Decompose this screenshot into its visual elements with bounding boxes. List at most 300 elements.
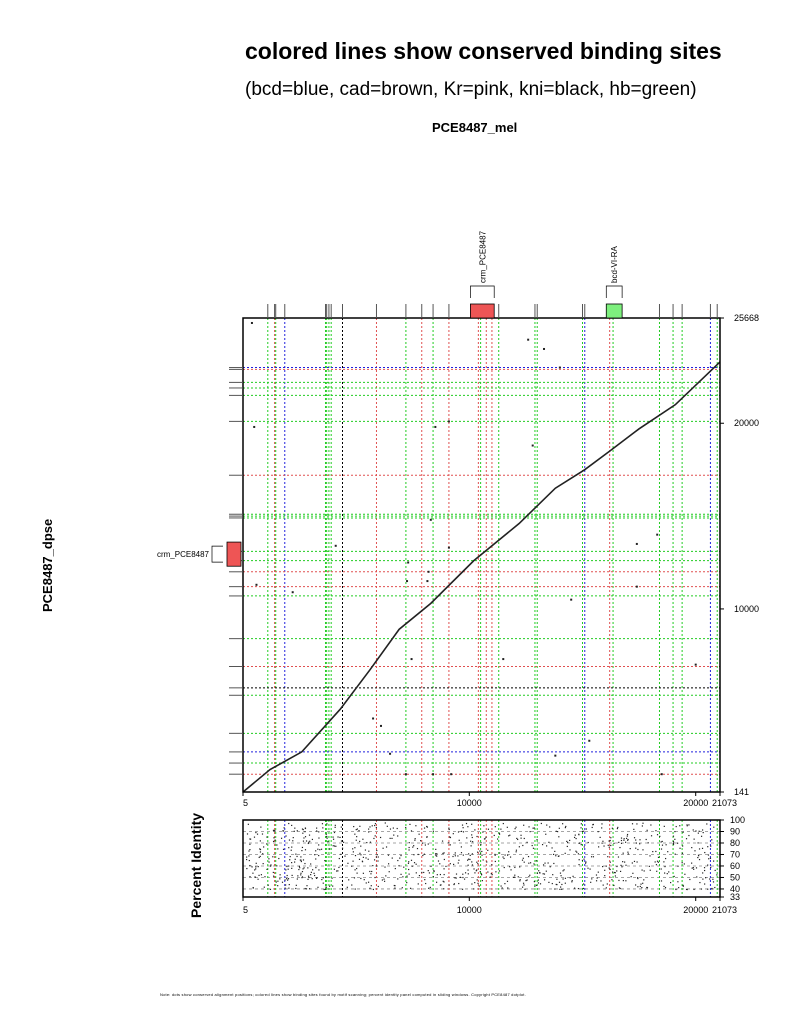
pid-dot — [548, 842, 549, 843]
pid-dot — [312, 878, 313, 879]
pid-dot — [317, 849, 318, 850]
pid-dot — [397, 860, 398, 861]
pid-dot — [702, 872, 703, 873]
pid-dot — [507, 881, 508, 882]
pid-dot — [333, 845, 334, 846]
pid-dot — [285, 869, 286, 870]
conserved-dot — [636, 586, 638, 588]
pid-dot — [411, 860, 412, 861]
pid-dot — [641, 887, 642, 888]
pid-dot — [494, 835, 495, 836]
pid-dot — [640, 886, 641, 887]
pid-dot — [390, 838, 391, 839]
pid-dot — [528, 826, 529, 827]
pid-dot — [542, 844, 543, 845]
pid-dot — [306, 885, 307, 886]
pid-dot — [701, 836, 702, 837]
pid-dot — [661, 880, 662, 881]
pid-dot — [454, 877, 455, 878]
pid-dot — [294, 828, 295, 829]
pid-dot — [403, 867, 404, 868]
pid-dot — [413, 845, 414, 846]
pid-dot — [289, 884, 290, 885]
pid-dot — [716, 874, 717, 875]
pid-dot — [464, 879, 465, 880]
pid-dot — [347, 887, 348, 888]
pid-dot — [602, 843, 603, 844]
pid-dot — [294, 831, 295, 832]
pid-dot — [661, 848, 662, 849]
pid-dot — [548, 862, 549, 863]
conserved-dot — [405, 773, 407, 775]
pid-dot — [414, 862, 415, 863]
pid-dot — [297, 878, 298, 879]
pid-dot — [634, 861, 635, 862]
pid-dot — [251, 866, 252, 867]
pid-dot — [621, 837, 622, 838]
pid-dot — [688, 824, 689, 825]
pid-dot — [273, 872, 274, 873]
pid-dot — [268, 885, 269, 886]
pid-dot — [618, 856, 619, 857]
pid-dot — [468, 853, 469, 854]
pid-dot — [523, 884, 524, 885]
pid-dot — [440, 874, 441, 875]
pid-dot — [376, 856, 377, 857]
pid-dot — [430, 866, 431, 867]
pid-dot — [565, 826, 566, 827]
pid-dot — [429, 872, 430, 873]
conserved-dot — [251, 322, 253, 324]
pid-dot — [285, 835, 286, 836]
pid-dot — [630, 848, 631, 849]
pid-dot — [507, 887, 508, 888]
pid-dot — [642, 869, 643, 870]
pid-dot — [437, 874, 438, 875]
pid-dot — [683, 832, 684, 833]
pid-dot — [586, 828, 587, 829]
pid-dot — [257, 879, 258, 880]
pid-dot — [635, 839, 636, 840]
pid-dot — [363, 857, 364, 858]
pid-dot — [436, 856, 437, 857]
pid-dot — [639, 839, 640, 840]
pid-dot — [522, 845, 523, 846]
pid-dot — [385, 822, 386, 823]
y-tick-label: 25668 — [734, 313, 760, 323]
pid-dot — [591, 856, 592, 857]
pid-dot — [453, 833, 454, 834]
pid-dot — [497, 838, 498, 839]
pid-dot — [508, 851, 509, 852]
left-feature-label: crm_PCE8487 — [156, 550, 209, 560]
pid-dot — [583, 859, 584, 860]
pid-dot — [608, 845, 609, 846]
pid-dot — [249, 876, 250, 877]
pid-dot — [409, 842, 410, 843]
pid-dot — [255, 832, 256, 833]
pid-dot — [479, 885, 480, 886]
pid-dot — [375, 823, 376, 824]
pid-dot — [562, 823, 563, 824]
pid-dot — [565, 883, 566, 884]
pid-dot — [551, 847, 552, 848]
pid-dot — [657, 834, 658, 835]
pid-dot — [664, 872, 665, 873]
pid-dot — [383, 879, 384, 880]
top-feature-box-crm — [470, 304, 494, 318]
pid-dot — [561, 889, 562, 890]
left-feature-box-crm — [227, 542, 241, 566]
pid-dot — [516, 850, 517, 851]
pid-dot — [640, 884, 641, 885]
pid-dot — [715, 870, 716, 871]
pid-dot — [439, 863, 440, 864]
pid-dot — [419, 834, 420, 835]
conserved-dot — [502, 658, 504, 660]
pid-dot — [342, 848, 343, 849]
pid-dot — [636, 823, 637, 824]
pid-dot — [282, 882, 283, 883]
pid-dot — [655, 851, 656, 852]
pid-dot — [393, 827, 394, 828]
pid-x-tick-label: 21073 — [712, 905, 738, 915]
pid-dot — [698, 855, 699, 856]
pid-dot — [704, 883, 705, 884]
pid-dot — [285, 884, 286, 885]
pid-dot — [610, 862, 611, 863]
pid-dot — [391, 838, 392, 839]
pid-dot — [389, 871, 390, 872]
pid-dot — [583, 888, 584, 889]
pid-dot — [390, 828, 391, 829]
pid-dot — [710, 867, 711, 868]
pid-x-tick-label: 5 — [243, 905, 249, 915]
pid-dot — [368, 859, 369, 860]
pid-dot — [678, 887, 679, 888]
pid-dot — [315, 858, 316, 859]
pid-dot — [360, 854, 361, 855]
pid-dot — [264, 876, 265, 877]
pid-dot — [668, 871, 669, 872]
pid-dot — [340, 854, 341, 855]
pid-dot — [408, 849, 409, 850]
pid-dot — [295, 888, 296, 889]
pid-dot — [272, 856, 273, 857]
pid-dot — [324, 889, 325, 890]
pid-dot — [415, 825, 416, 826]
pid-dot — [368, 831, 369, 832]
pid-dot — [470, 841, 471, 842]
pid-dot — [682, 862, 683, 863]
pid-dot — [662, 845, 663, 846]
pid-dot — [468, 873, 469, 874]
pid-dot — [463, 855, 464, 856]
pid-dot — [627, 840, 628, 841]
pid-dot — [321, 879, 322, 880]
pid-dot — [714, 887, 715, 888]
pid-dot — [495, 855, 496, 856]
pid-dot — [644, 870, 645, 871]
pid-dot — [590, 882, 591, 883]
pid-dot — [263, 863, 264, 864]
pid-dot — [503, 823, 504, 824]
pid-dot — [300, 874, 301, 875]
pid-dot — [693, 889, 694, 890]
pid-y-tick-label: 90 — [730, 826, 741, 837]
pid-dot — [325, 877, 326, 878]
pid-dot — [616, 870, 617, 871]
pid-dot — [574, 888, 575, 889]
pid-dot — [300, 873, 301, 874]
pid-dot — [455, 852, 456, 853]
pid-dot — [444, 859, 445, 860]
pid-dot — [302, 833, 303, 834]
pid-dot — [435, 849, 436, 850]
pid-frame — [243, 820, 720, 897]
pid-dot — [354, 847, 355, 848]
pid-dot — [574, 837, 575, 838]
pid-dot — [412, 866, 413, 867]
pid-dot — [332, 885, 333, 886]
pid-dot — [322, 827, 323, 828]
pid-dot — [249, 860, 250, 861]
pid-dot — [642, 823, 643, 824]
pid-dot — [510, 869, 511, 870]
pid-dot — [430, 887, 431, 888]
pid-dot — [533, 828, 534, 829]
pid-dot — [292, 875, 293, 876]
pid-dot — [487, 871, 488, 872]
conserved-dot — [407, 562, 409, 564]
pid-dot — [684, 863, 685, 864]
pid-dot — [344, 856, 345, 857]
pid-dot — [300, 856, 301, 857]
pid-dot — [302, 847, 303, 848]
pid-dot — [583, 883, 584, 884]
pid-dot — [368, 828, 369, 829]
conserved-dot — [372, 717, 374, 719]
pid-dot — [584, 846, 585, 847]
pid-dot — [288, 823, 289, 824]
pid-dot — [548, 882, 549, 883]
pid-dot — [331, 878, 332, 879]
pid-dot — [422, 843, 423, 844]
pid-dot — [424, 879, 425, 880]
pid-dot — [299, 866, 300, 867]
pid-dot — [623, 840, 624, 841]
x-tick-label: 10000 — [456, 798, 482, 808]
pid-dot — [620, 865, 621, 866]
pid-dot — [377, 860, 378, 861]
pid-dot — [601, 827, 602, 828]
pid-dot — [486, 861, 487, 862]
pid-dot — [393, 835, 394, 836]
pid-dot — [273, 837, 274, 838]
pid-dot — [520, 835, 521, 836]
pid-dot — [353, 826, 354, 827]
pid-dot — [297, 830, 298, 831]
pid-dot — [317, 887, 318, 888]
conserved-dot — [428, 571, 430, 573]
pid-dot — [500, 829, 501, 830]
pid-dot — [368, 851, 369, 852]
pid-dot — [565, 827, 566, 828]
pid-dot — [631, 876, 632, 877]
pid-dot — [691, 863, 692, 864]
pid-dot — [256, 863, 257, 864]
pid-dot — [288, 878, 289, 879]
pid-dot — [248, 855, 249, 856]
pid-dot — [425, 844, 426, 845]
pid-dot — [452, 856, 453, 857]
pid-dot — [688, 835, 689, 836]
pid-dot — [552, 883, 553, 884]
pid-dot — [254, 837, 255, 838]
pid-dot — [471, 845, 472, 846]
pid-dot — [569, 849, 570, 850]
pid-dot — [656, 871, 657, 872]
pid-dot — [277, 848, 278, 849]
pid-dot — [674, 876, 675, 877]
pid-dot — [480, 842, 481, 843]
pid-dot — [520, 838, 521, 839]
pid-dot — [533, 848, 534, 849]
pid-dot — [318, 855, 319, 856]
pid-dot — [448, 828, 449, 829]
pid-dot — [575, 851, 576, 852]
pid-dot — [319, 849, 320, 850]
pid-dot — [578, 864, 579, 865]
pid-dot — [336, 870, 337, 871]
pid-dot — [348, 879, 349, 880]
pid-dot — [648, 842, 649, 843]
pid-dot — [559, 882, 560, 883]
pid-dot — [472, 841, 473, 842]
pid-dot — [442, 840, 443, 841]
pid-dot — [582, 860, 583, 861]
pid-dot — [708, 854, 709, 855]
pid-dot — [658, 862, 659, 863]
pid-dot — [406, 882, 407, 883]
pid-dot — [359, 853, 360, 854]
pid-dot — [664, 826, 665, 827]
pid-dot — [516, 838, 517, 839]
pid-dot — [606, 887, 607, 888]
pid-dot — [679, 848, 680, 849]
pid-dot — [472, 853, 473, 854]
pid-dot — [444, 874, 445, 875]
pid-dot — [347, 863, 348, 864]
pid-dot — [610, 840, 611, 841]
pid-dot — [655, 861, 656, 862]
pid-dot — [691, 847, 692, 848]
pid-dot — [702, 848, 703, 849]
pid-dot — [682, 845, 683, 846]
pid-dot — [522, 860, 523, 861]
pid-dot — [297, 875, 298, 876]
pid-dot — [405, 827, 406, 828]
pid-dot — [609, 867, 610, 868]
pid-dot — [266, 869, 267, 870]
top-feature-bracket — [470, 286, 494, 298]
pid-dot — [612, 871, 613, 872]
pid-dot — [550, 866, 551, 867]
pid-dot — [536, 885, 537, 886]
pid-dot — [456, 873, 457, 874]
pid-dot — [477, 883, 478, 884]
pid-dot — [397, 835, 398, 836]
pid-dot — [562, 878, 563, 879]
pid-dot — [282, 830, 283, 831]
pid-dot — [687, 889, 688, 890]
pid-dot — [530, 862, 531, 863]
pid-dot — [699, 859, 700, 860]
pid-dot — [329, 886, 330, 887]
pid-dot — [443, 881, 444, 882]
conserved-dot — [636, 543, 638, 545]
pid-dot — [356, 829, 357, 830]
pid-dot — [675, 889, 676, 890]
pid-dot — [661, 868, 662, 869]
pid-dot — [628, 853, 629, 854]
pid-dot — [499, 852, 500, 853]
pid-dot — [460, 877, 461, 878]
pid-dot — [566, 841, 567, 842]
pid-dot — [528, 856, 529, 857]
pid-dot — [698, 842, 699, 843]
pid-dot — [335, 827, 336, 828]
pid-dot — [378, 886, 379, 887]
pid-dot — [559, 889, 560, 890]
pid-dot — [578, 888, 579, 889]
pid-dot — [306, 840, 307, 841]
pid-dot — [369, 888, 370, 889]
pid-dot — [707, 846, 708, 847]
pid-dot — [258, 875, 259, 876]
pid-dot — [623, 853, 624, 854]
pid-dot — [337, 870, 338, 871]
pid-dot — [295, 859, 296, 860]
pid-dot — [463, 831, 464, 832]
pid-dot — [704, 870, 705, 871]
pid-dot — [557, 831, 558, 832]
pid-dot — [394, 885, 395, 886]
figure-title: colored lines show conserved binding sites — [245, 38, 722, 64]
pid-dot — [315, 850, 316, 851]
pid-dot — [710, 858, 711, 859]
pid-dot — [619, 847, 620, 848]
pid-dot — [254, 876, 255, 877]
pid-dot — [556, 884, 557, 885]
pid-dot — [356, 840, 357, 841]
pid-dot — [314, 875, 315, 876]
pid-dot — [341, 840, 342, 841]
pid-dot — [559, 828, 560, 829]
pid-dot — [514, 877, 515, 878]
pid-dot — [507, 855, 508, 856]
pid-dot — [249, 865, 250, 866]
pid-dot — [609, 840, 610, 841]
pid-dot — [693, 867, 694, 868]
pid-dot — [673, 842, 674, 843]
pid-dot — [312, 839, 313, 840]
pid-dot — [299, 867, 300, 868]
pid-dot — [286, 866, 287, 867]
pid-dot — [461, 852, 462, 853]
pid-dot — [555, 855, 556, 856]
pid-dot — [673, 841, 674, 842]
